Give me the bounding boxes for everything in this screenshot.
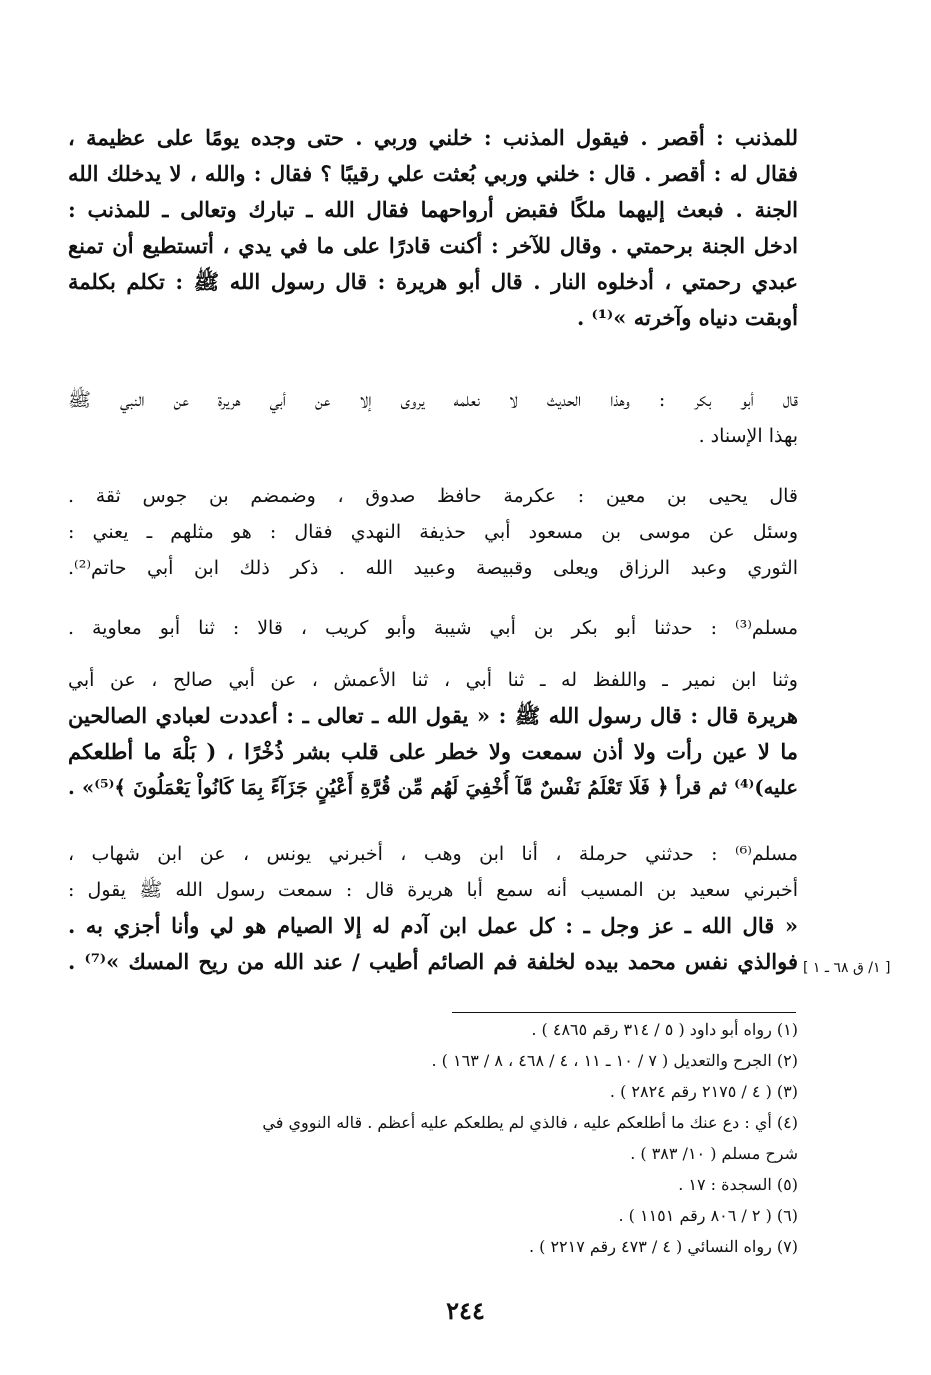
text-line: قال يحيى بن معين : عكرمة حافظ صدوق ، وضمضم بن جوس ثقة . (68, 485, 798, 507)
text-line: أخبرني سعيد بن المسيب أنه سمع أبا هريرة قال : سمعت رسول الله ﷺ يقول : (68, 879, 798, 901)
footnote: (٧) رواه النسائي ( ٤ / ٤٧٣ رقم ٢٢١٧ ) . (528, 1237, 798, 1256)
text-line: وسئل عن موسى بن مسعود أبي حذيفة النهدي فقال : هو مثلهم ـ يعني : (68, 521, 798, 543)
text-line: وثنا ابن نمير ـ واللفظ له ـ ثنا أبي ، ثنا الأعمش ، عن أبي صالح ، عن أبي (68, 669, 798, 691)
page-number: ٢٤٤ (446, 1296, 485, 1325)
footnotes (68, 1014, 798, 1262)
text-line: فقال له : أقصر . قال : خلني وربي بُعثت علي رقيبًا ؟ فقال : والله ، لا يدخلك الله (68, 161, 798, 186)
paragraph-3 (68, 478, 798, 586)
text-line: قال أبو بكر : وهذا الحديث لا نعلمه يروى إلا عن أبي هريرة عن النبي ﷺ (68, 389, 798, 411)
footnote: (٤) أي : دع عنك ما أطلعكم عليه ، فالذي لم يطلعكم عليه أعظم . قاله النووي في (262, 1113, 798, 1132)
text-line: هريرة قال : قال رسول الله ﷺ : « يقول الله ـ تعالى ـ : أعددت لعبادي الصالحين (68, 703, 798, 728)
footnote: (٢) الجرح والتعديل ( ٧ / ١٠ ـ ١١ ، ٤ / ٤٦٨ ، ٨ / ١٦٣ ) . (431, 1051, 798, 1070)
text-line: عبدي رحمتي ، أدخلوه النار . قال أبو هريرة : قال رسول الله ﷺ : تكلم بكلمة (68, 269, 798, 294)
text-line: مسلم⁽⁶⁾ : حدثني حرملة ، أنا ابن وهب ، أخبرني يونس ، عن ابن شهاب ، (68, 843, 798, 865)
text-line: للمذنب : أقصر . فيقول المذنب : خلني وربي . حتى وجده يومًا على عظيمة ، (68, 125, 798, 150)
text-line: بهذا الإسناد . (698, 425, 798, 447)
text-line: الثوري وعبد الرزاق ويعلى وقبيصة وعبيد الله . ذكر ذلك ابن أبي حاتم⁽²⁾. (68, 557, 798, 579)
paragraph-5 (68, 662, 798, 806)
text-line: الجنة . فبعث إليهما ملكًا فقبض أرواحهما فقال الله ـ تبارك وتعالى ـ للمذنب : (68, 197, 798, 222)
footnote: (٣) ( ٤ / ٢١٧٥ رقم ٢٨٢٤ ) . (609, 1082, 798, 1101)
text-line: ما لا عين رأت ولا أذن سمعت ولا خطر على قلب بشر ذُخْرًا ، ( بَلْهَ ما أطلعكم (68, 739, 798, 764)
text-line: ادخل الجنة برحمتي . وقال للآخر : أكنت قادرًا على ما في يدي ، أتستطيع أن تمنع (68, 233, 798, 258)
footnote: شرح مسلم ( ١٠/ ٣٨٣ ) . (630, 1144, 798, 1163)
footnote: (٥) السجدة : ١٧ . (678, 1175, 798, 1194)
paragraph-2 (68, 382, 798, 454)
margin-manuscript-reference: [ ١/ ق ٦٨ ـ ١ ] (803, 960, 891, 976)
text-line: مسلم⁽³⁾ : حدثنا أبو بكر بن أبي شيبة وأبو كريب ، قالا : ثنا أبو معاوية . (68, 617, 798, 639)
text-line: أوبقت دنياه وآخرته »⁽¹⁾ . (576, 305, 798, 330)
footnote: (١) رواه أبو داود ( ٥ / ٣١٤ رقم ٤٨٦٥ ) . (531, 1020, 798, 1039)
footnote: (٦) ( ٢ / ٨٠٦ رقم ١١٥١ ) . (618, 1206, 798, 1225)
paragraph-6 (68, 836, 798, 980)
paragraph-4 (68, 610, 798, 646)
paragraph-1 (68, 120, 798, 336)
text-line: عليه)⁽⁴⁾ ثم قرأ ﴿ فَلَا تَعْلَمُ نَفْسٌ مَّآ أُخْفِيَ لَهُم مِّن قُرَّةِ أَعْيُنٍ جَزَآءً بِمَا كَانُواْ يَعْمَلُونَ ﴾⁽⁵⁾» . (68, 776, 798, 799)
footnote-divider (452, 1012, 796, 1013)
text-line: « قال الله ـ عز وجل ـ : كل عمل ابن آدم له إلا الصيام هو لي وأنا أجزي به . (68, 913, 798, 938)
text-line: فوالذي نفس محمد بيده لخلفة فم الصائم أطيب / عند الله من ريح المسك »⁽⁷⁾ . (68, 949, 798, 974)
